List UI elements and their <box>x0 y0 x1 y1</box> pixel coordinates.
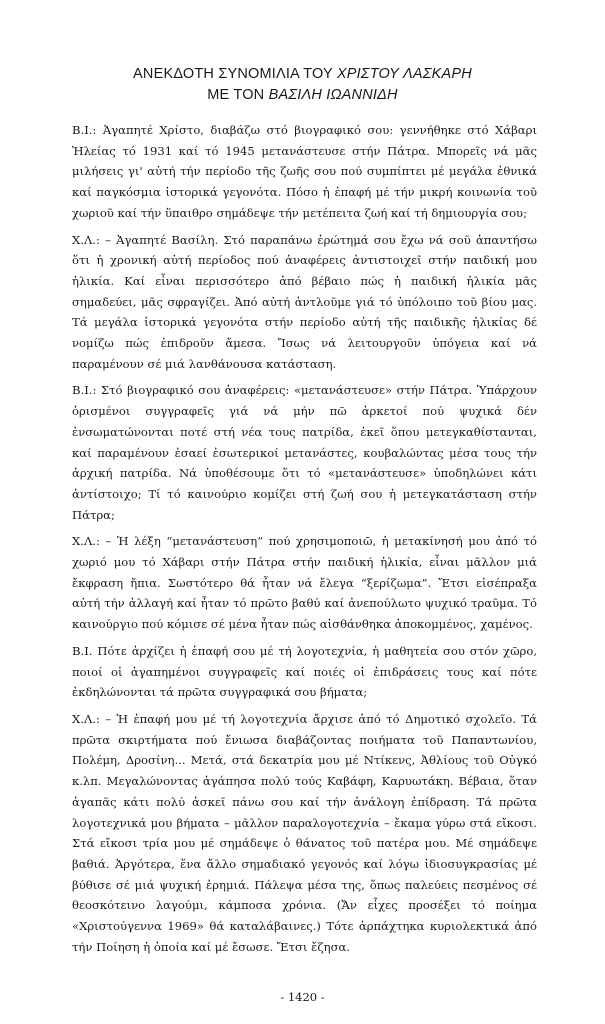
question-paragraph: Β.Ι. Πότε ἀρχίζει ἡ ἐπαφή σου μέ τή λογοτεχνία, ἡ μαθητεία σου στόν χῶρο, ποιοί οἱ ἀγαπημένοι συγγραφεῖς καί ποιές οἱ ἐπιδράσεις τους καί πότε ἐκδηλώνονται τά πρῶτα συγγραφικά σου βήματα; <box>72 643 537 700</box>
answer-paragraph: Χ.Λ.: – Ἡ λέξη “μετανάστευση” πού χρησιμοποιῶ, ἡ μετακίνησή μου ἀπό τό χωριό μου τό Χάβαρι στήν Πάτρα στήν παιδική ἡλικία, εἶναι μᾶλλον μιά ἔκφραση ἤπια. Σωστότερο θά ἦταν νά ἔλεγα “ξερίζωμα”. Ἔτσι εἰσέπραξα αὐτή τήν ἀλλαγή καί ἦταν τό πρῶτο βαθύ καί ἀνεπούλωτο ψυχικό τραῦμα. Τό καινούργιο πού κόμισε σέ μένα ἦταν πώς αἰσθάνθηκα ἀποκομμένος, χαμένος. <box>72 534 537 632</box>
title-line-2 <box>0 85 605 106</box>
answer-paragraph: Χ.Λ.: – Ἀγαπητέ Βασίλη. Στό παραπάνω ἐρώτημά σου ἔχω νά σοῦ ἀπαντήσω ὅτι ἡ χρονική αὐτή περίοδος πού ἀναφέρεις ἀντιστοιχεῖ στήν παιδική μου ἡλικία. Καί εἶναι περισσότερο ἀπό βέβαιο πώς ἡ παιδική ἡλικία μᾶς σημαδεύει, μᾶς σφραγίζει. Ἀπό αὐτή ἀντλοῦμε γιά τό ὑπόλοιπο τοῦ βίου μας. Τά μεγάλα ἱστορικά γεγονότα στήν περίοδο αὐτή τῆς παιδικῆς ἡλικίας δέ νομίζω πώς ἐπιδροῦν ἄμεσα. Ἴσως νά λειτουργοῦν ὑπόγεια καί νά παραμένουν σέ μιά λανθάνουσα κατάσταση. <box>72 232 537 371</box>
title-line-2-prefix: ΜΕ ΤΟΝ <box>207 87 269 103</box>
article-title <box>0 64 605 106</box>
title-line-1 <box>0 64 605 85</box>
page-number: - 1420 - <box>280 990 325 1004</box>
answer-paragraph: Χ.Λ.: – Ἡ ἐπαφή μου μέ τή λογοτεχνία ἄρχισε ἀπό τό Δημοτικό σχολεῖο. Τά πρῶτα σκιρτήματα πού ἔνιωσα διαβάζοντας ποιήματα τοῦ Παπαντωνίου, Πολέμη, Δροσίνη... Μετά, στά δεκατρία μου μέ Ντίκενς, Ἀθλίους τοῦ Οὐγκό κ.λπ. Μεγαλώνοντας ἀγάπησα πολύ τούς Καβάφη, Καρυωτάκη. Βέβαια, ὅταν ἀγαπᾶς κάτι πολύ ἀσκεῖ πάνω σου καί τήν ἀνάλογη ἐπίδραση. Τά πρῶτα λογοτεχνικά μου βήματα – μᾶλλον παραλογοτεχνία – ἔκαμα γύρω στά εἴκοσι. Στά εἴκοσι τρία μου μέ σημάδεψε ὁ θάνατος τοῦ πατέρα μου. Μέ σημάδεψε βαθιά. Ἀργότερα, ἕνα ἄλλο σημαδιακό γεγονός καί λόγω ἰδιοσυγκρασίας μέ βύθισε σέ μιά ψυχική ἐρημιά. Πάλεψα μέσα της, ὅπως παλεύεις πεσμένος σέ θεοσκότεινο λαγούμι, κάμποσα χρόνια. (Ἄν εἶχες προσέξει τό ποίημα «Χριστούγεννα 1969» θά καταλάβαινες.) Τότε ἁρπάχτηκα κυριολεκτικά ἀπό τήν Ποίηση ἡ ὁποία καί μέ ἔσωσε. Ἔτσι ἔζησα. <box>72 711 537 954</box>
question-paragraph: Β.Ι.: Ἀγαπητέ Χρίστο, διαβάζω στό βιογραφικό σου: γεννήθηκε στό Χάβαρι Ἠλείας τό 1931 καί τό 1945 μετανάστευσε στήν Πάτρα. Μπορεῖς νά μᾶς μιλήσεις γι' αὐτή τήν περίοδο τῆς ζωῆς σου πού συμπίπτει μέ μεγάλα ἐθνικά καί παγκόσμια ἱστορικά γεγονότα. Πόσο ἡ ἐπαφή μέ τήν μικρή κοινωνία τοῦ χωριοῦ καί τήν ὕπαιθρο σημάδεψε τήν μετέπειτα ζωή καί τή δημιουργία σου; <box>72 123 537 220</box>
title-interviewer-name: ΒΑΣΙΛΗ ΙΩΑΝΝΙΔΗ <box>268 87 398 103</box>
interview-body <box>72 120 537 963</box>
title-author-name: ΧΡΙΣΤΟΥ ΛΑΣΚΑΡΗ <box>336 66 472 82</box>
question-paragraph: Β.Ι.: Στό βιογραφικό σου ἀναφέρεις: «μετανάστευσε» στήν Πάτρα. Ὑπάρχουν ὁρισμένοι συγγραφεῖς γιά νά μήν πῶ ἀρκετοί πού ψυχικά δέν ἐνσωματώνονται ποτέ στή νέα τους πατρίδα, ἐκεῖ ὅπου μετεγκαθίστανται, καί παραμένουν ἐσαεί ἐσωτερικοί μετανάστες, κουβαλώντας μέσα τους τήν ἀρχική πατρίδα. Νά ὑποθέσουμε ὅτι τό «μετανάστευσε» ὑποδηλώνει κάτι ἀντίστοιχο; Τί τό καινούριο κομίζει στή ζωή σου ἡ μετεγκατάσταση στήν Πάτρα; <box>72 383 537 522</box>
title-line-1-prefix: ΑΝΕΚΔΟΤΗ ΣΥΝΟΜΙΛΙΑ ΤΟΥ <box>133 66 337 82</box>
